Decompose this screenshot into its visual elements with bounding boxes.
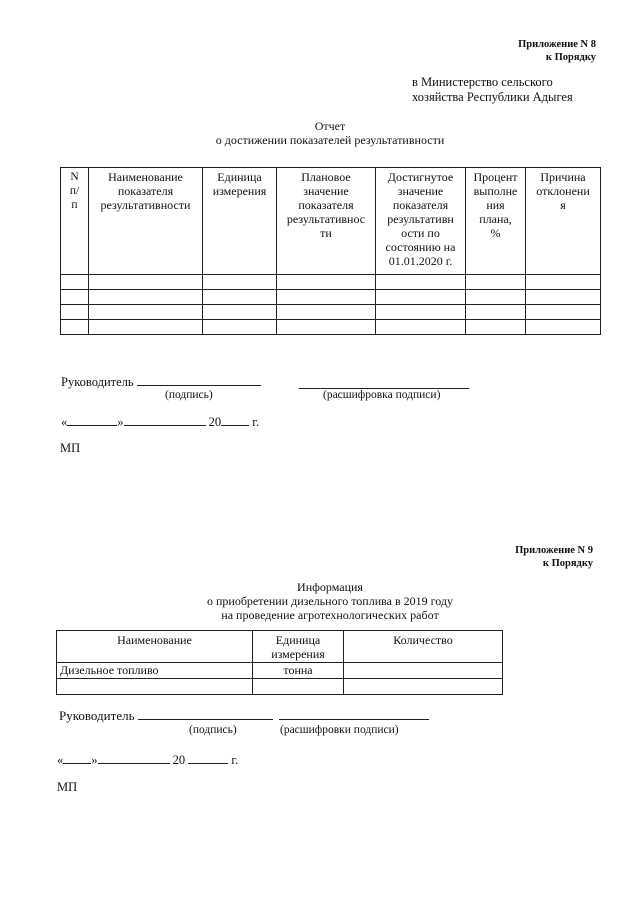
cell [89,305,203,320]
table-row [61,290,601,305]
col-reason-line: я [560,198,566,212]
decoding-line-9 [279,719,429,720]
date-month-line [124,425,206,426]
date-year-line [188,763,228,764]
col-planned-line: ти [320,226,332,240]
col-percent-line: выполне [473,184,518,198]
cell [277,320,376,335]
cell [526,305,601,320]
cell [466,320,526,335]
date-month-line [98,763,170,764]
row-name: Дизельное топливо [57,663,253,679]
cell [277,275,376,290]
date-close-quote: » [117,415,124,429]
appendix9-date [57,753,238,768]
cell [376,275,466,290]
appendix8-addressee [412,75,573,105]
cell [61,290,89,305]
col-achieved-line: состоянию на [385,240,456,254]
report-title: Отчет [314,119,346,133]
appendix8-subheading: к Порядку [545,52,596,63]
date-year-line [221,425,249,426]
col-percent-line: ния [486,198,505,212]
date-year: 20 [172,753,186,767]
col-achieved-line: Достигнутое [387,170,454,184]
col-planned-line: показателя [298,198,354,212]
addressee-line1: в Министерство сельского [412,75,553,89]
row-quantity [344,663,503,679]
cell [376,290,466,305]
col-planned-line: результативнос [286,212,366,226]
col-name [57,631,253,663]
appendix9-stamp: МП [57,780,78,794]
col-unit-label-2: измерения [271,647,325,661]
appendix8-date [61,415,259,430]
head-label: Руководитель [61,375,134,389]
col-reason-line: Причина [540,170,586,184]
cell [277,305,376,320]
cell [61,305,89,320]
col-achieved-value [376,168,466,275]
date-suffix: г. [231,753,239,767]
cell [526,290,601,305]
col-unit [203,168,277,275]
appendix8-title [150,119,510,147]
cell [344,679,503,695]
signature-caption-9: (подпись) [189,724,237,736]
cell [89,290,203,305]
col-percent-line: % [490,226,501,240]
table-row [61,320,601,335]
cell [203,290,277,305]
info-subtitle-2: на проведение агротехнологических работ [221,608,439,622]
col-unit-label: Единица [275,633,321,647]
cell [376,320,466,335]
fuel-table [56,630,503,695]
appendix9-heading-block [466,544,593,570]
col-number [61,168,89,275]
cell [466,275,526,290]
col-planned-line: Плановое [301,170,351,184]
col-quantity [344,631,503,663]
report-subtitle: о достижении показателей результативности [215,133,445,147]
col-name-label: Наименование [117,633,192,647]
date-suffix: г. [252,415,260,429]
col-achieved-line: показателя [392,198,449,212]
col-planned-value [277,168,376,275]
date-day-line [67,425,117,426]
appendix9-heading: Приложение N 9 [515,545,593,556]
col-reason [526,168,601,275]
cell [89,320,203,335]
head-label-9: Руководитель [59,708,135,723]
col-percent-line: Процент [473,170,518,184]
col-unit [253,631,344,663]
appendix8-head-signature [61,375,261,390]
date-open-quote: « [61,415,68,429]
col-unit-line: Единица [217,170,262,184]
date-year: 20 [208,415,222,429]
cell [466,305,526,320]
col-planned-line: значение [303,184,349,198]
cell [203,275,277,290]
date-day-line [63,763,91,764]
signature-line-9 [138,719,273,720]
col-quantity-label: Количество [393,633,453,647]
col-indicator-name-line: Наименование [108,170,183,184]
cell [203,320,277,335]
cell [277,290,376,305]
table-row [57,663,503,679]
date-open-quote: « [57,753,64,767]
col-achieved-line: 01.01.2020 г. [388,254,453,268]
cell [57,679,253,695]
signature-caption: (подпись) [165,389,213,401]
signature-line [137,385,261,386]
col-number-line: п/ [69,185,80,197]
appendix9-title [160,580,500,622]
date-close-quote: » [91,753,98,767]
cell [376,305,466,320]
info-subtitle: о приобретении дизельного топлива в 2019 году [206,594,453,608]
addressee-line2: хозяйства Республики Адыгея [412,90,573,104]
col-unit-line: измерения [212,184,267,198]
row-unit: тонна [253,663,344,679]
col-indicator-name-line: показателя [117,184,174,198]
info-title: Информация [297,580,363,594]
results-table [60,167,601,335]
col-achieved-line: значение [397,184,444,198]
col-number-line: п [71,199,78,211]
col-indicator-name-line: результативности [100,198,191,212]
cell [526,320,601,335]
appendix9-subheading: к Порядку [542,558,593,569]
fuel-table-header [57,631,503,663]
cell [466,290,526,305]
cell [203,305,277,320]
col-reason-line: отклонени [536,184,590,198]
cell [526,275,601,290]
cell [253,679,344,695]
results-table-header [61,168,601,275]
col-achieved-line: ости по [401,226,440,240]
appendix8-heading-block [470,38,596,64]
cell [61,275,89,290]
cell [89,275,203,290]
col-number-line: N [70,171,79,183]
table-row [61,305,601,320]
appendix9-head-signature [59,708,429,724]
decoding-caption: (расшифровка подписи) [323,389,441,401]
appendix8-heading: Приложение N 8 [518,39,596,50]
col-achieved-line: результативн [387,212,454,226]
col-percent [466,168,526,275]
appendix8-stamp: МП [60,441,81,455]
cell [61,320,89,335]
col-percent-line: плана, [479,212,512,226]
decoding-caption-9: (расшифровки подписи) [280,724,399,736]
table-row [57,679,503,695]
col-indicator-name [89,168,203,275]
decoding-line [299,376,469,389]
table-row [61,275,601,290]
